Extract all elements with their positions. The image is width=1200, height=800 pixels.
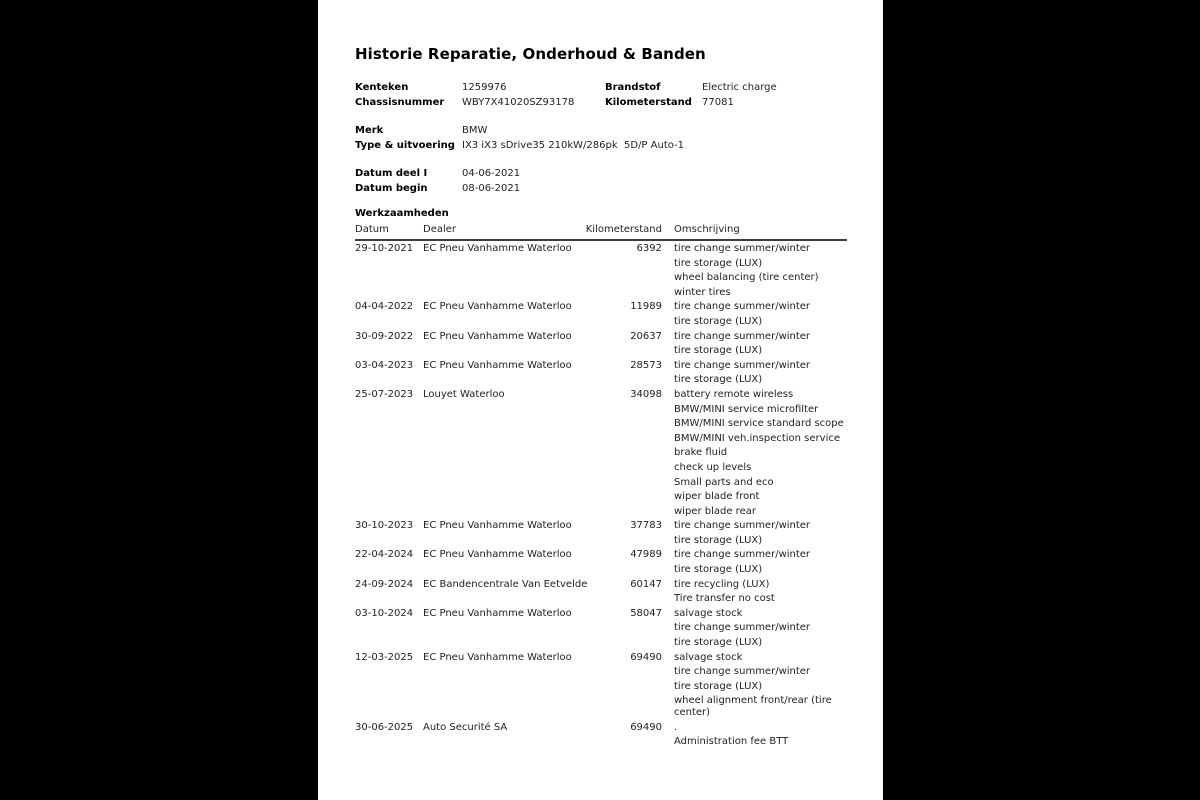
row-description-cell	[662, 301, 844, 330]
chassisnummer-label: Chassisnummer	[355, 97, 445, 108]
description-item: tire change summer/winter	[674, 301, 811, 313]
chassisnummer-value: WBY7X41020SZ93178	[462, 97, 575, 108]
row-date-cell: 12-03-2025	[355, 651, 414, 663]
description-item: wheel balancing (tire center)	[674, 272, 819, 284]
type-uitvoering-label: Type & uitvoering	[355, 140, 455, 151]
works-table	[355, 224, 847, 751]
description-item: salvage stock	[674, 651, 743, 663]
row-dealer-cell: EC Bandencentrale Van Eetvelde	[423, 578, 588, 590]
table-row	[355, 608, 847, 652]
merk-label: Merk	[355, 125, 384, 136]
row-kilometerstand-cell: 60147	[630, 578, 662, 590]
row-dealer-cell: EC Pneu Vanhamme Waterloo	[423, 330, 572, 342]
description-item: wheel alignment front/rear (tire center)	[674, 695, 832, 718]
row-dealer-cell: EC Pneu Vanhamme Waterloo	[423, 243, 572, 254]
merk-value: BMW	[462, 125, 488, 136]
row-kilometerstand-cell: 6392	[636, 243, 662, 254]
datum-deel-label: Datum deel I	[355, 168, 428, 179]
description-item: tire storage (LUX)	[674, 564, 763, 576]
document-page	[318, 0, 883, 800]
row-date-cell: 30-06-2025	[355, 721, 414, 733]
vehicle-identity-block	[355, 80, 847, 110]
vehicle-model-block	[355, 123, 847, 153]
row-description-cell	[662, 360, 844, 389]
brandstof-label: Brandstof	[605, 82, 661, 93]
row-dealer-cell: EC Pneu Vanhamme Waterloo	[423, 520, 572, 532]
row-dealer-cell: EC Pneu Vanhamme Waterloo	[423, 301, 572, 313]
kenteken-value: 1259976	[462, 82, 507, 93]
description-item: wiper blade rear	[674, 505, 756, 517]
description-item: tire storage (LUX)	[674, 315, 763, 327]
row-date-cell: 22-04-2024	[355, 549, 414, 561]
table-row	[355, 579, 847, 608]
description-item: tire change summer/winter	[674, 359, 811, 371]
description-item: brake fluid	[674, 447, 728, 459]
datum-begin-value: 08-06-2021	[462, 183, 521, 194]
table-row	[355, 301, 847, 330]
row-kilometerstand-cell: 11989	[630, 301, 662, 313]
row-date-cell: 03-04-2023	[355, 359, 414, 371]
description-item: Administration fee BTT	[674, 736, 789, 748]
datum-deel-value: 04-06-2021	[462, 168, 521, 179]
kilometerstand-label: Kilometerstand	[605, 97, 692, 108]
row-dealer-cell: EC Pneu Vanhamme Waterloo	[423, 359, 572, 371]
description-item: .	[674, 721, 678, 733]
row-date-cell: 29-10-2021	[355, 243, 414, 254]
row-description-cell	[662, 520, 844, 549]
row-description-cell	[662, 549, 844, 578]
description-item: check up levels	[674, 461, 752, 473]
row-kilometerstand-cell: 20637	[630, 330, 662, 342]
description-item: tire change summer/winter	[674, 666, 811, 678]
column-header-omschrijving: Omschrijving	[674, 224, 740, 235]
row-description-cell	[662, 243, 844, 301]
column-header-dealer: Dealer	[423, 224, 457, 235]
description-item: battery remote wireless	[674, 388, 794, 400]
document-content	[318, 0, 883, 751]
row-date-cell: 03-10-2024	[355, 607, 414, 619]
row-description-cell	[662, 389, 844, 520]
row-date-cell: 04-04-2022	[355, 301, 414, 313]
kenteken-label: Kenteken	[355, 82, 409, 93]
page-title: Historie Reparatie, Onderhoud & Banden	[355, 45, 706, 63]
description-item: tire storage (LUX)	[674, 680, 763, 692]
table-row	[355, 243, 847, 301]
description-item: Small parts and eco	[674, 476, 774, 488]
works-table-body	[355, 241, 847, 751]
description-item: Tire transfer no cost	[674, 593, 775, 605]
row-kilometerstand-cell: 69490	[630, 651, 662, 663]
table-row	[355, 389, 847, 520]
row-description-cell	[662, 722, 844, 751]
description-item: tire change summer/winter	[674, 243, 811, 254]
table-row	[355, 520, 847, 549]
row-dealer-cell: Louyet Waterloo	[423, 388, 505, 400]
row-date-cell: 30-10-2023	[355, 520, 414, 532]
vehicle-dates-block	[355, 166, 847, 196]
row-kilometerstand-cell: 47989	[630, 549, 662, 561]
description-item: BMW/MINI service standard scope	[674, 418, 844, 430]
row-kilometerstand-cell: 58047	[630, 607, 662, 619]
row-dealer-cell: EC Pneu Vanhamme Waterloo	[423, 549, 572, 561]
row-description-cell	[662, 608, 844, 652]
description-item: wiper blade front	[674, 491, 760, 503]
description-item: tire recycling (LUX)	[674, 578, 770, 590]
row-dealer-cell: EC Pneu Vanhamme Waterloo	[423, 607, 572, 619]
row-dealer-cell: Auto Securité SA	[423, 721, 508, 733]
description-item: tire change summer/winter	[674, 549, 811, 561]
row-kilometerstand-cell: 34098	[630, 388, 662, 400]
brandstof-value: Electric charge	[702, 82, 777, 93]
description-item: winter tires	[674, 286, 731, 298]
row-kilometerstand-cell: 28573	[630, 359, 662, 371]
werkzaamheden-section-title: Werkzaamheden	[355, 208, 449, 219]
description-item: tire change summer/winter	[674, 622, 811, 634]
description-item: tire storage (LUX)	[674, 345, 763, 357]
table-row	[355, 652, 847, 722]
row-dealer-cell: EC Pneu Vanhamme Waterloo	[423, 651, 572, 663]
type-uitvoering-value: IX3 iX3 sDrive35 210kW/286pk 5D/P Auto-1	[462, 140, 685, 151]
description-item: tire storage (LUX)	[674, 374, 763, 386]
row-kilometerstand-cell: 69490	[630, 721, 662, 733]
works-table-header	[355, 224, 847, 241]
table-row	[355, 549, 847, 578]
description-item: BMW/MINI service microfilter	[674, 403, 819, 415]
description-item: tire change summer/winter	[674, 520, 811, 532]
column-header-datum: Datum	[355, 224, 389, 235]
description-item: BMW/MINI veh.inspection service	[674, 432, 840, 444]
row-description-cell	[662, 331, 844, 360]
row-description-cell	[662, 579, 844, 608]
row-date-cell: 24-09-2024	[355, 578, 414, 590]
datum-begin-label: Datum begin	[355, 183, 428, 194]
row-kilometerstand-cell: 37783	[630, 520, 662, 532]
column-header-kilometerstand: Kilometerstand	[585, 224, 662, 235]
row-date-cell: 30-09-2022	[355, 330, 414, 342]
description-item: tire storage (LUX)	[674, 534, 763, 546]
kilometerstand-value: 77081	[702, 97, 734, 108]
description-item: tire storage (LUX)	[674, 637, 763, 649]
row-description-cell	[662, 652, 844, 722]
row-date-cell: 25-07-2023	[355, 388, 414, 400]
table-row	[355, 360, 847, 389]
description-item: tire change summer/winter	[674, 330, 811, 342]
description-item: salvage stock	[674, 607, 743, 619]
table-row	[355, 722, 847, 751]
description-item: tire storage (LUX)	[674, 257, 763, 269]
table-row	[355, 331, 847, 360]
